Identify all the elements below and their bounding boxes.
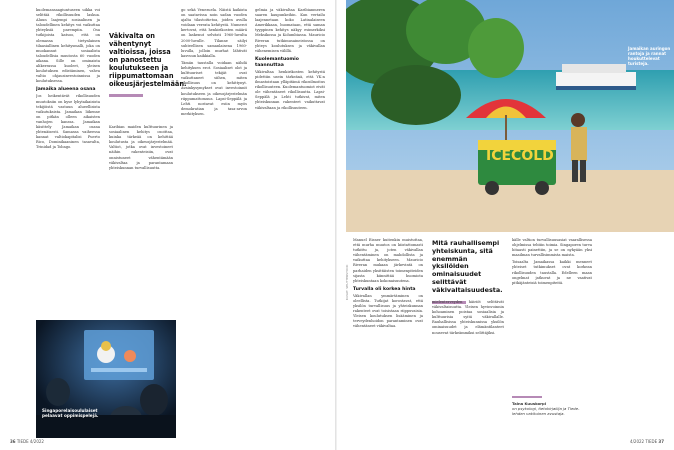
left-col4-subheading: Kuolemantuomio taannuttaa	[255, 56, 299, 68]
cart-sign-text: ICECOLD	[486, 148, 554, 164]
photo-credit: KUVAT: SHUTTERSTOCK	[345, 264, 349, 300]
author-accent-bar	[512, 396, 542, 398]
author-bio	[512, 396, 592, 416]
left-col2-text: Karibian maiden kulttuurinen ja sosiaalinen kehitys osoittaa, kuinka tärkeää on kehittää koulutusta ja oikeusjärjestelmää. Valtiot, jotka ovat investoineet näihin rakenteisiin, ovat onnistuneet vähentämään väkivaltaa ja parantamaan yhteiskunnan turvallisuutta.	[109, 125, 173, 170]
right-issue-label: 4/2022 TIEDE	[630, 439, 658, 444]
right-col2-text: mielenterveyden häiriöt selittävät väkivaltaisuutta. Yleisen hyvinvoinnin kohoaminen poistaa sosiaalisia ja kulttuurisia syitä väkivallalle. Rauhallisissa yhteiskunnissa yksilön ominaisuudet ja elämäntilanteet nousevat tärkeämmiksi selittäjiksi.	[432, 300, 504, 335]
left-col1-top-text: kuolemansaagiuntuseen uikka voi selittää rikollisuuden laskua. Aluun laajempi sosiaalinen ja taloudellinen kehitys voi vaikuttaa yhteyksiä parempiin. Osa tutkijoista katsoo, että on olemassa tietynlainen tilaasiallinen kehitysmalli, joka on muokannut sosiaalista taloudellisia muutosta 60 vuoden aikana. Sille on ominaista alikerrassa kuoleet, yleisen koulutuksen edistäminen, vahva valtio ohjausinvestoinnissa ja koulutuksessa.	[36, 8, 100, 84]
left-col1-subheading: Jamaika alueena osana	[36, 87, 96, 93]
left-col4-top-text: gelmia ja väkivaltaa Karibianmeren saaren kaupunkeihin. Kun vertailu laajennetaan koko Latinalaiseen Amerikkaan, huomataan, että saman tyyppinen kehitys näkyy esimerkiksi Meksikossa ja Kolumbiassa. Mauricio Riveran tutkimusaineistossa on yhteys koulutuksen ja väkivallan vähenemisen välillä.	[255, 8, 325, 53]
right-pull-quote	[432, 240, 506, 304]
right-col3-top-text: källe valtion turvallisuusasiat vaarallisessa ohjelmissa tehtiin toimia. Singaporen turva hitaasti painettiin, ja se on nykyään yksi maailman turvallisimmista maista.	[512, 238, 592, 258]
left-pull-quote	[109, 32, 187, 97]
jamaica-scene-illustration	[346, 0, 674, 232]
jamaica-beach-photo	[346, 0, 674, 232]
left-col3-top-text: go sekä Venezuela. Näistä kaikista on saatavissa noin sadan vuoden ajalta tilastoitietoa, joiden avulla voidaan verrata kehitystä. Numerot kertovat, että henkirikosten määrä on laskenut selvästi 1960-luvulta 2000-luvulle. Tilanne säilyi suhteellisen samanlaisena 1960-luvulla, jolloin murhat lähtivät kasvuun kaikkialla.	[181, 8, 247, 58]
right-col3-mid-text: Toisaalta Jamaikassa kaikki menneet yhteiset tutkimukset ovat korkean rikollisuuden taustalla. Edelleen maan ongelmat jatkuvat ja ne vaativat pitkäjänteisiä toimenpiteitä.	[512, 260, 592, 285]
jamaica-photo-caption: Jamaikan auringon rantoja ja rannat houkuttelevat turisteja.	[628, 46, 671, 66]
singapore-photo-caption: Singaporelaisoululaiset pelaavat oppimispelejä.	[42, 408, 99, 419]
right-folio	[630, 439, 664, 444]
right-col1-top-text: Manuel Eisner kuitenkin muistuttaa, että murha muutos on kiistattomasti tutkittu ja, joten väkivallan vähentäminen on mahdollista ja vaikuttaa kehitykseen. Mauricio Riveran mukaan järkevintä on parhaiden yksittäisten toimenpiteiden sijasta kiinnittää huomiota yhteiskuntaan kokonaisuutena.	[353, 238, 423, 283]
left-issue-label: TIEDE 4/2022	[16, 439, 44, 444]
left-col1-bottom-text: Jos heikentävät rikollisuuden muutoksiin on kyse lyhytaikaisista tekijöistä vastuun alueellisista vaikutuksista. Jamaikan liikenne on pitkän olleen aikaisten vanhojen kanssa. Jamaikan käsittely Jamaikan osana yhtenäisesti. Samassa vaiheessa kannat valtiokapitalisi Puerto Rico, Dominikaaninen tasavalta, Trinidad ja Tobago.	[36, 94, 100, 150]
right-col1-bottom-text: Väkivallan ymmärtäminen on oleellista. Tutkijat korostavat, että yksilön turvallisuus ja yhteiskunnan rakenteet ovat toisistaan riippuvaisia. Yleisen koulutuksen lisääminen ja terveydenhoidon parantaminen ovat vähentäneet väkivaltaa.	[353, 293, 423, 329]
left-page-number: 36	[10, 439, 16, 444]
classroom-scene-illustration	[36, 320, 176, 438]
author-name: Taina Kuuskorpi	[512, 401, 547, 406]
singapore-classroom-photo	[36, 320, 176, 438]
left-folio	[10, 439, 44, 444]
right-col1-subheading: Turvalla oli korkea hinta	[353, 286, 416, 292]
right-page	[337, 0, 674, 450]
left-col-2	[109, 125, 173, 315]
right-pull-quote-text: Mitä rauhallisempi yhteiskunta, sitä enemmän yksilöiden ominaisuudet selittävät väkivaltaisuudesta.	[432, 239, 503, 294]
left-col-3	[181, 8, 247, 420]
right-col-1	[353, 238, 423, 443]
left-col4-bottom-text: Väkivaltaa henkirikosten kehitystä pidettiin usein tärkeänä, että YK:n ilmastoistaan ylläpitämä rikosilmoitus rikollisuuteen. Kuolemantuomiot eivät ole vähentäneet rikollisuutta. Lapsi-Seppälä ja Lehti tutkivat, miten yhteiskunnan rakenteet vaikuttavat väkivaltaan ja rikollisuuteen.	[255, 69, 325, 110]
right-page-number: 37	[658, 439, 664, 444]
left-col3-bottom-text: Tämän taustalla voidaan nähdä kehityksen erot. Sosiaaliset olot ja kulttuuriset tekijät ovat vaikuttaneet siihen, miten rikollisuus on kehittynyt. Avainkysymykset ovat investoinnit koulutukseen ja oikeusjärjestelmän riippumattomuus. Lapsi-Seppälä ja Lehti nostavat esiin myös demokratian ja tasa-arvon merkityksen.	[181, 60, 247, 116]
left-col-4	[255, 8, 325, 420]
left-col-1	[36, 8, 100, 320]
left-pull-quote-text: Väkivalta on vähentynyt valtioissa, joissa on panostettu koulutukseen ja riippumattomaan oikeusjärjestelmään.	[109, 32, 187, 88]
pull-quote-accent-bar	[109, 94, 143, 97]
author-description: on psykologi, tietokirjailija ja Tiede-lehden vakituinen avustaja.	[512, 406, 580, 416]
right-col-2	[432, 300, 504, 443]
right-col-3	[512, 238, 592, 388]
